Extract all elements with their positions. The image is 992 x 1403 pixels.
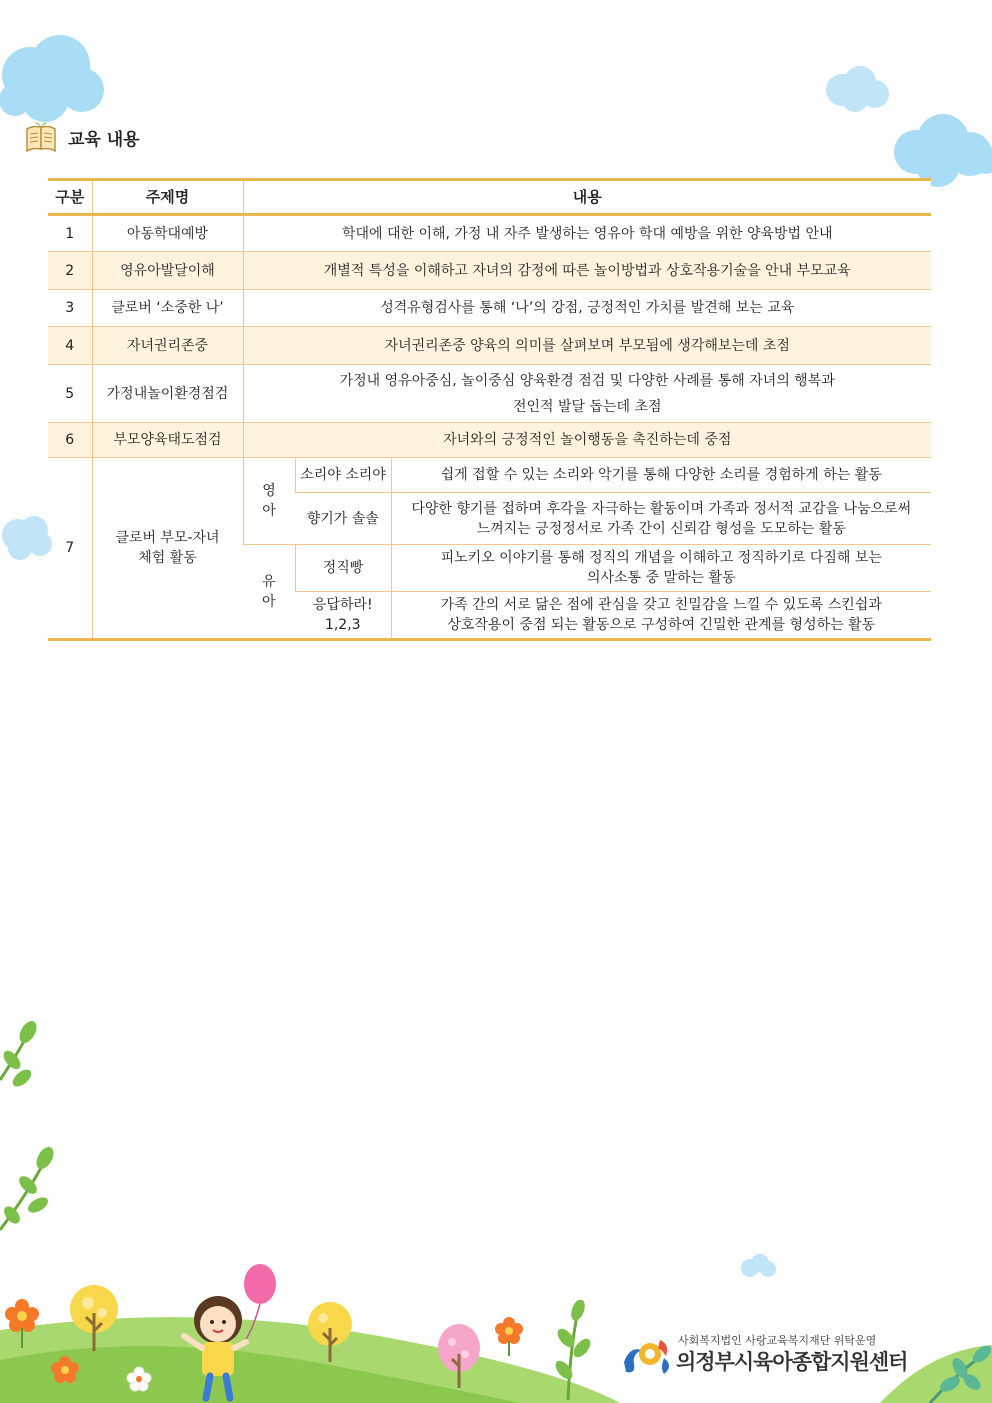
row-topic-line: 클로버 부모-자녀 [115,530,220,546]
header-content: 내용 [243,180,931,215]
row-content-line: 전인적 발달 돕는데 초점 [512,398,662,415]
cloud-left-mid-icon [0,510,54,562]
row-no: 5 [48,365,92,423]
org-name: 의정부시육아종합지원센터 [676,1350,908,1374]
row-topic: 아동학대예방 [92,215,243,252]
age-group-label: 유 [261,573,276,590]
row-content: 성격유형검사를 통해 ‘나’의 강점, 긍정적인 가치를 발견해 보는 교육 [243,290,931,327]
table-row [48,423,931,458]
activity-name: 응답하라! 1,2,3 [295,592,391,640]
row-content: 학대에 대한 이해, 가정 내 자주 발생하는 영유아 학대 예방을 위한 양육방법 안내 [243,215,931,252]
row-content [243,365,931,423]
table-row [48,365,931,423]
leaf-sprout-icon [548,1300,598,1400]
activity-desc-line: 가족 간의 서로 닮은 점에 관심을 갖고 친밀감을 느낄 수 있도록 스킨쉽과 [440,597,882,613]
age-group-label: 아 [262,503,276,519]
activity-desc [391,592,931,640]
flower-white-icon [126,1366,152,1400]
cloud-top-right-small-icon [820,62,892,114]
row-no: 3 [48,290,92,327]
header-no: 구분 [48,180,92,215]
activity-desc-line: 상호작용이 중점 되는 활동으로 구성하여 긴밀한 관계를 형성하는 활동 [447,617,876,633]
education-table [48,178,931,641]
row-no: 2 [48,252,92,290]
activity-desc-line: 다양한 향기를 접하며 후각을 자극하는 활동이며 가족과 정서적 교감을 나눔으로써 [411,500,912,517]
age-group-child [243,545,295,640]
row-topic: 자녀권리존중 [92,327,243,365]
organization-logo [620,1330,908,1376]
center-logo-icon [620,1332,676,1376]
age-group-infant [243,458,295,545]
row-no: 6 [48,423,92,458]
row-topic [92,458,243,640]
header-topic: 주제명 [92,180,243,215]
table-row [48,458,931,493]
org-subtitle: 사회복지법인 사랑교육복지재단 위탁운영 [678,1334,877,1347]
activity-name: 향기가 솔솔 [295,493,391,545]
tree-yellow-icon [66,1283,122,1353]
row-no: 1 [48,215,92,252]
row-topic: 영유아발달이해 [92,252,243,290]
row-content: 자녀권리존중 양육의 의미를 살펴보며 부모됨에 생각해보는데 초점 [243,327,931,365]
cloud-top-left-icon [0,30,110,125]
tree-pink-icon [436,1322,482,1390]
activity-desc-line: 피노키오 이야기를 통해 정직의 개념을 이해하고 정직하기로 다짐해 보는 [440,550,882,566]
flower-orange-icon [4,1298,40,1348]
table-row [48,327,931,365]
flower-orange-small-icon [494,1316,524,1356]
girl-with-balloon-icon [172,1262,282,1402]
section-heading [24,120,140,154]
row-topic: 클로버 ‘소중한 나’ [92,290,243,327]
table-row [48,215,931,252]
leaf-branch-left-icon [0,1020,80,1240]
activity-name: 소리야 소리야 [295,458,391,493]
row-content: 자녀와의 긍정적인 놀이행동을 촉진하는데 중점 [243,423,931,458]
activity-name: 정직빵 [295,545,391,592]
row-topic: 가정내놀이환경점검 [92,365,243,423]
age-group-label: 아 [261,593,276,610]
activity-desc-line: 느껴지는 긍정정서로 가족 간이 신뢰감 형성을 도모하는 활동 [476,520,846,537]
activity-desc [391,493,931,545]
leaf-branch-right-icon [920,1320,992,1403]
open-book-icon [24,121,58,153]
tree-yellow-small-icon [305,1300,355,1364]
activity-desc-line: 의사소통 중 말하는 활동 [586,570,736,586]
row-topic: 부모양육태도점검 [92,423,243,458]
row-content-line: 가정내 영유아중심, 놀이중심 양육환경 점검 및 다양한 사례를 통해 자녀의 행복과 [339,372,835,389]
table-header-row [48,180,931,215]
row-content: 개별적 특성을 이해하고 자녀의 감정에 따른 놀이방법과 상호작용기술을 안내 부모교육 [243,252,931,290]
flower-bottom-left-icon [50,1355,80,1391]
age-group-label: 영 [262,483,276,499]
row-no: 7 [48,458,92,640]
table-row [48,290,931,327]
activity-desc [391,545,931,592]
table-row [48,252,931,290]
row-no: 4 [48,327,92,365]
cloud-bottom-small-icon [738,1252,778,1280]
section-title: 교육 내용 [68,129,140,150]
row-topic-line: 체험 활동 [138,550,197,566]
activity-desc: 쉽게 접할 수 있는 소리와 악기를 통해 다양한 소리를 경험하게 하는 활동 [391,458,931,493]
